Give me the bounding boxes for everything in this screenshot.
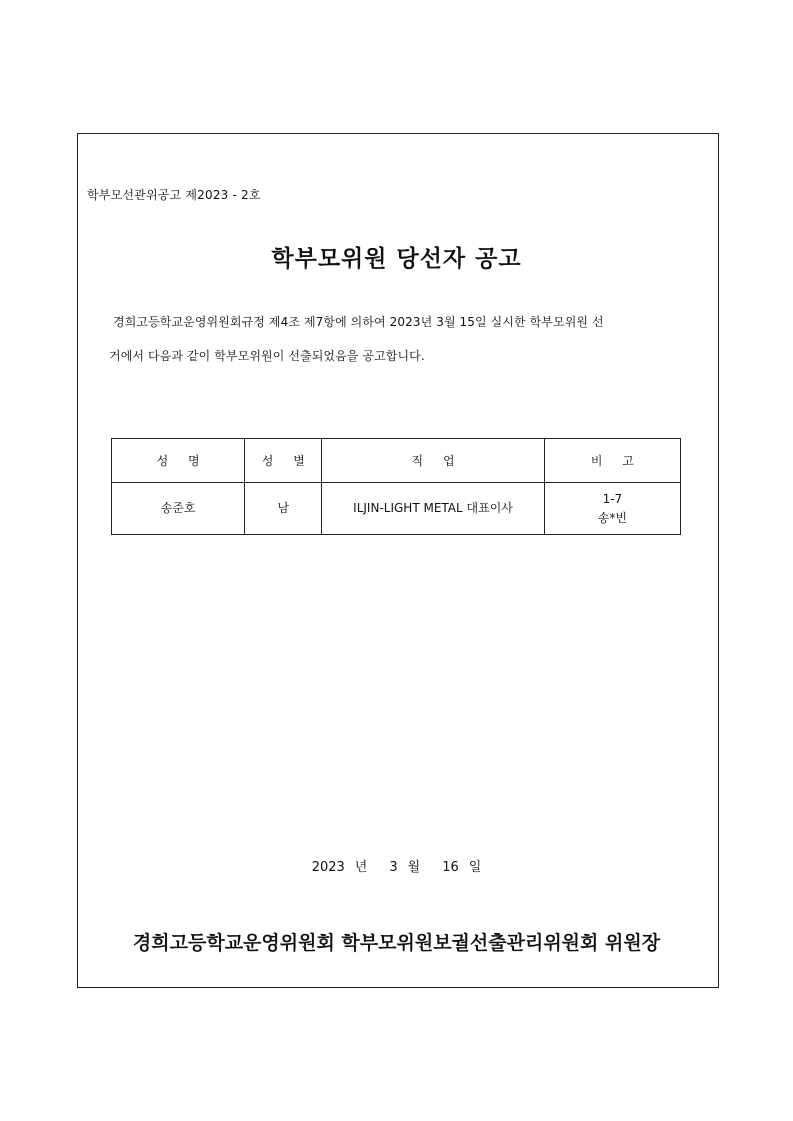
date-day-unit: 일 xyxy=(468,860,482,875)
date-month-unit: 월 xyxy=(407,860,421,875)
header-gender: 성 별 xyxy=(245,439,322,483)
announcement-date xyxy=(0,856,793,875)
date-year: 2023 xyxy=(311,860,345,875)
notice-number: 학부모선관위공고 제2023 - 2호 xyxy=(87,188,261,202)
note-class: 1-7 xyxy=(602,491,623,506)
cell-gender: 남 xyxy=(245,483,322,535)
date-year-unit: 년 xyxy=(354,860,368,875)
elected-members-table xyxy=(111,438,681,535)
cell-note xyxy=(544,483,680,535)
body-text-line-1: 경희고등학교운영위원회규정 제4조 제7항에 의하여 2023년 3월 15일 실시한 학부모위원 선 xyxy=(113,315,604,329)
issuer-signature: 경희고등학교운영위원회 학부모위원보궐선출관리위원회 위원장 xyxy=(132,932,661,954)
header-name: 성 명 xyxy=(112,439,245,483)
body-text-line-2: 거에서 다음과 같이 학부모위원이 선출되었음을 공고합니다. xyxy=(109,349,425,363)
cell-job: ILJIN-LIGHT METAL 대표이사 xyxy=(322,483,544,535)
cell-name: 송준호 xyxy=(112,483,245,535)
header-job: 직 업 xyxy=(322,439,544,483)
date-month: 3 xyxy=(389,860,398,875)
document-title: 학부모위원 당선자 공고 xyxy=(271,245,522,272)
date-day: 16 xyxy=(442,860,459,875)
table-row xyxy=(112,483,681,535)
note-student: 송*빈 xyxy=(597,510,627,525)
header-note: 비 고 xyxy=(544,439,680,483)
table-header-row xyxy=(112,439,681,483)
